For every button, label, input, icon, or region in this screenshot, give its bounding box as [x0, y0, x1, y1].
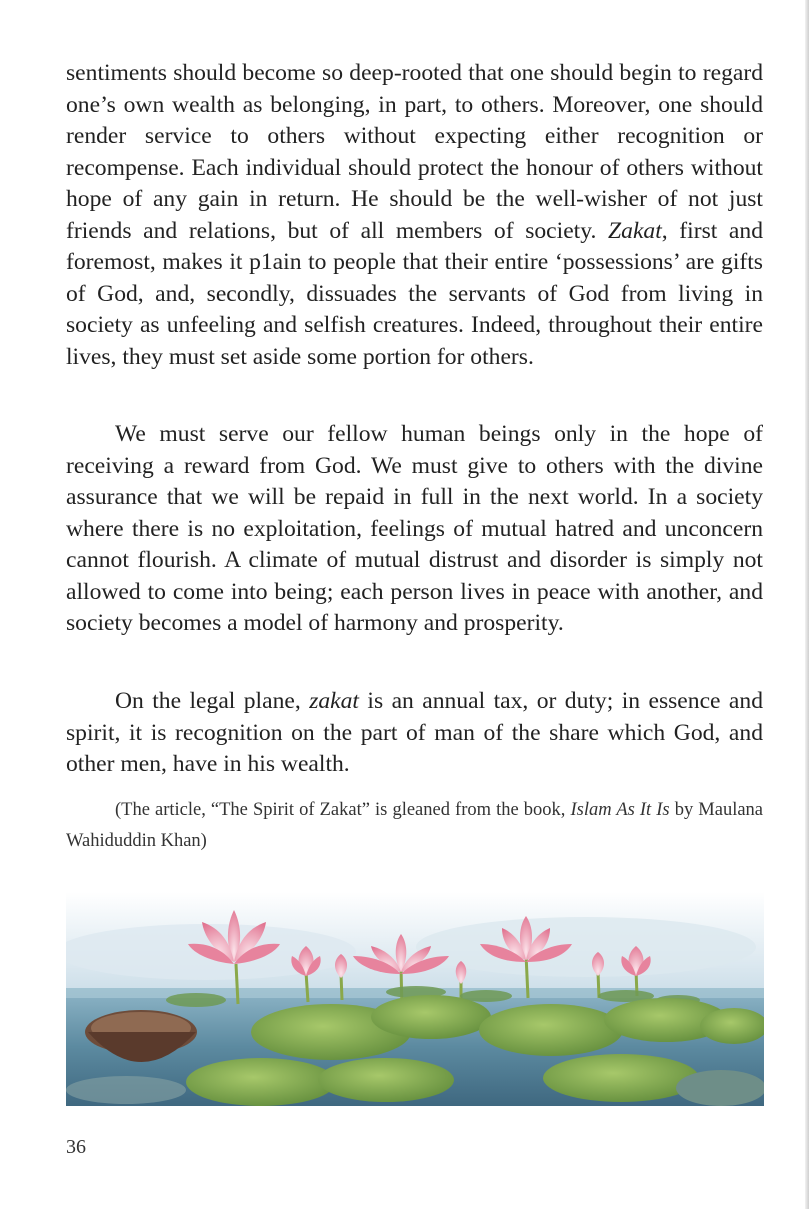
source-note-text-a: (The article, “The Spirit of Zakat” is gleaned from the book, — [115, 800, 571, 820]
paragraph-1 — [66, 58, 763, 373]
source-note-book-title: Islam As It Is — [570, 800, 670, 820]
paragraph-3-text-a: On the legal plane, — [115, 688, 310, 714]
paragraph-1-text-a: sentiments should become so deep-rooted that one should begin to regard one’s own wealth as belonging, in part, to others. Moreover, one should render service to others without expecting either recognition or recompense. Each individual should protect the honour of others without hope of any gain in return. He should be the well-wisher of not just friends and relations, but of all members of society. — [66, 60, 763, 244]
page-edge-shadow — [805, 0, 809, 1209]
paragraph-3-italic: zakat — [309, 688, 359, 714]
lotus-pond-illustration — [66, 892, 764, 1106]
paragraph-1-italic: Zakat — [608, 217, 662, 244]
paragraph-2: We must serve our fellow human beings only in the hope of receiving a reward from God. We must give to others with the divine assurance that we will be repaid in full in the next world. In a society where there is no exploitation, feelings of mutual hatred and unconcern cannot flourish. A climate of mutual distrust and disorder is simply not allowed to come into being; each person lives in peace with another, and society becomes a model of harmony and prosperity. — [66, 421, 763, 636]
source-note-text-b: by Maulana Wahiduddin Khan) — [66, 800, 764, 851]
paragraph-1-text-b: , first and foremost, makes it p1ain to people that their entire ‘possessions’ are gifts of God, and, secondly, dissuades the servants of God from living in society as unfeeling and selfish creatures. Indeed, throughout their entire lives, they must set aside some portion for others. — [66, 217, 763, 370]
page-number: 36 — [66, 1136, 86, 1158]
paragraph-3-text-b: is an annual tax, or duty; in essence and spirit, it is recognition on the part of man of the share which God, and other men, have in his wealth. — [66, 688, 763, 777]
paragraph-3 — [66, 686, 763, 781]
source-note — [66, 795, 763, 857]
